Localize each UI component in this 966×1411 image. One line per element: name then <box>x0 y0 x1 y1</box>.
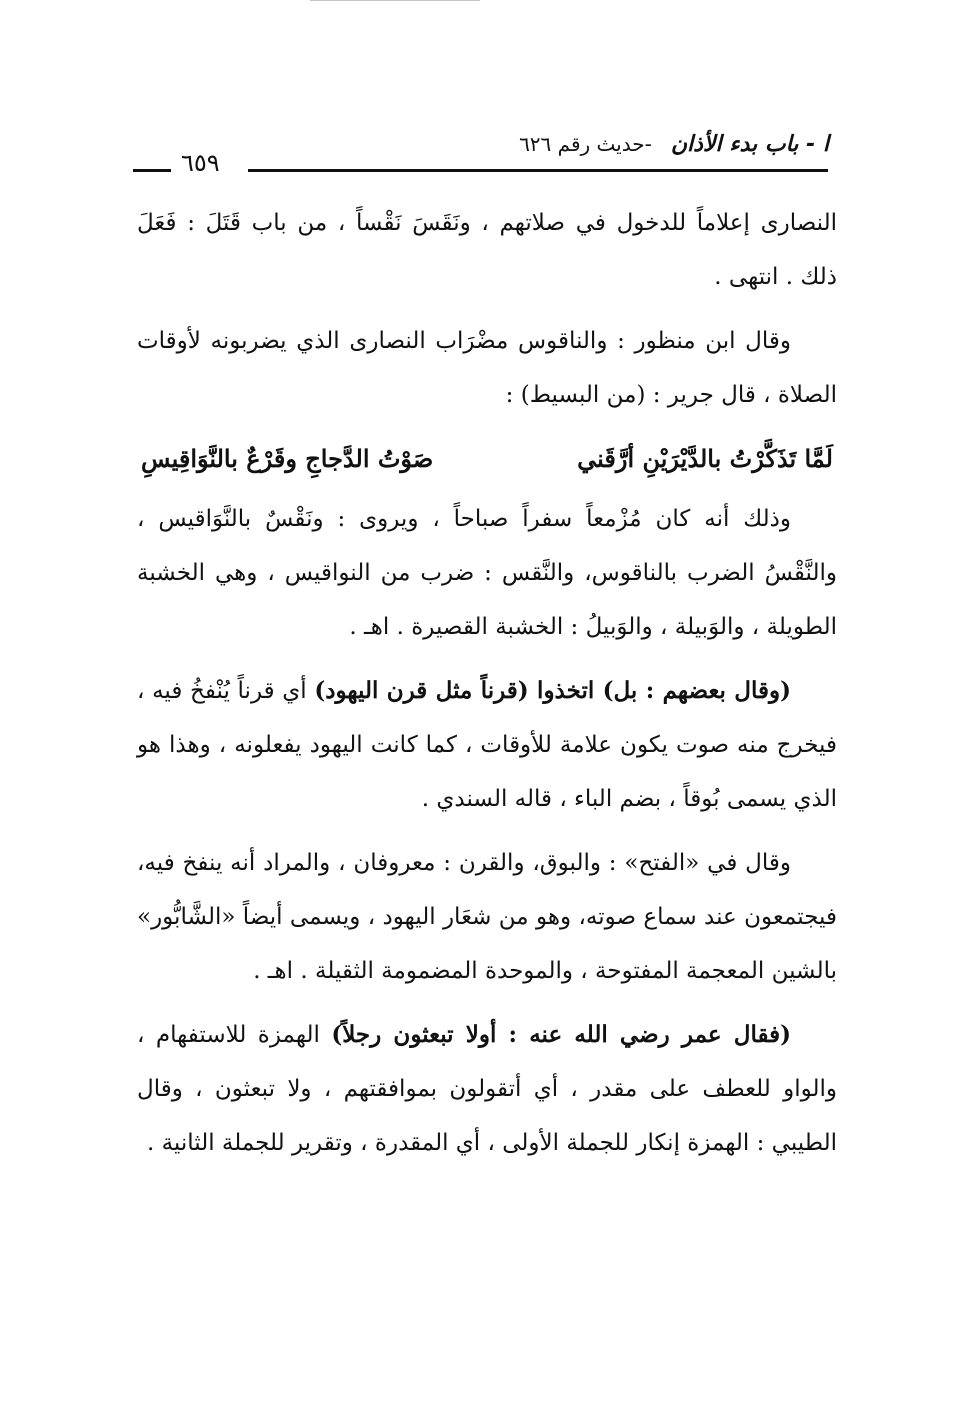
paragraph-5: وقال في «الفتح» : والبوق، والقرن : معروفان ، والمراد أنه ينفخ فيه، فيجتمعون عند سماع صوته، وهو من شعَار اليهود ، ويسمى أيضاً «الشَّابُّور» بالشين المعجمة المفتوحة ، والموحدة المضمومة الثقيلة . اهـ . <box>137 850 837 984</box>
paragraph-6 <box>137 1008 837 1170</box>
page-number: ٦٥٩ <box>181 149 220 177</box>
verse-second-hemistich: صَوْتُ الدَّجاجِ وقَرْعٌ بالنَّوَاقِيسِ <box>141 444 434 473</box>
poetry-verse <box>137 432 837 486</box>
paragraph-3: وذلك أنه كان مُزْمعاً سفراً صباحاً ، ويروى : ونَقْسٌ بالنَّوَاقيس ، والنَّقْسُ الضرب بالناقوس، والنَّقس : ضرب من النواقيس ، وهي الخشبة الطويلة ، والوَبيلة ، والوَبيلُ : الخشبة القصيرة . اهـ . <box>137 506 837 640</box>
paragraph-4 <box>137 664 837 826</box>
section-title: ا - باب بدء الأذان <box>670 132 829 157</box>
header-rule <box>248 169 828 172</box>
paragraph-1: النصارى إعلاماً للدخول في صلاتهم ، ونَقَسَ نَقْساً ، من باب قَتَلَ : فَعَلَ ذلك . انتهى . <box>137 210 838 290</box>
paragraph-2: وقال ابن منظور : والناقوس مضْرَاب النصارى الذي يضربونه لأوقات الصلاة ، قال جرير : (من البسيط) : <box>137 328 837 408</box>
paragraph-4-lead: (وقال بعضهم : بل) اتخذوا (قرناً مثل قرن اليهود) <box>314 677 791 704</box>
page-number-dash <box>133 169 171 172</box>
paragraph-6-text: الهمزة للاستفهام ، والواو للعطف على مقدر ، أي أتقولون بموافقتهم ، ولا تبعثون ، وقال الطيبي : الهمزة إنكار للجملة الأولى ، أي المقدرة ، وتقرير للجملة الثانية . <box>137 1022 837 1156</box>
verse-first-hemistich: لَمَّا تَذَكَّرْتُ بالدَّيْرَيْنِ أرَّقَني <box>577 444 833 473</box>
page-body <box>137 196 837 1180</box>
running-head <box>519 129 829 160</box>
paragraph-4-text: أي قرناً يُنْفخُ فيه ، فيخرج منه صوت يكون علامة للأوقات ، كما كانت اليهود يفعلونه ، وهذا هو الذي يسمى بُوقاً ، بضم الباء ، قاله السندي . <box>137 678 837 812</box>
paragraph-6-lead: (فقال عمر رضي الله عنه : أولا تبعثون رجلاً) <box>331 1021 791 1048</box>
page-header <box>0 0 966 190</box>
hadith-reference: -حديث رقم ٦٢٦ <box>519 132 652 156</box>
